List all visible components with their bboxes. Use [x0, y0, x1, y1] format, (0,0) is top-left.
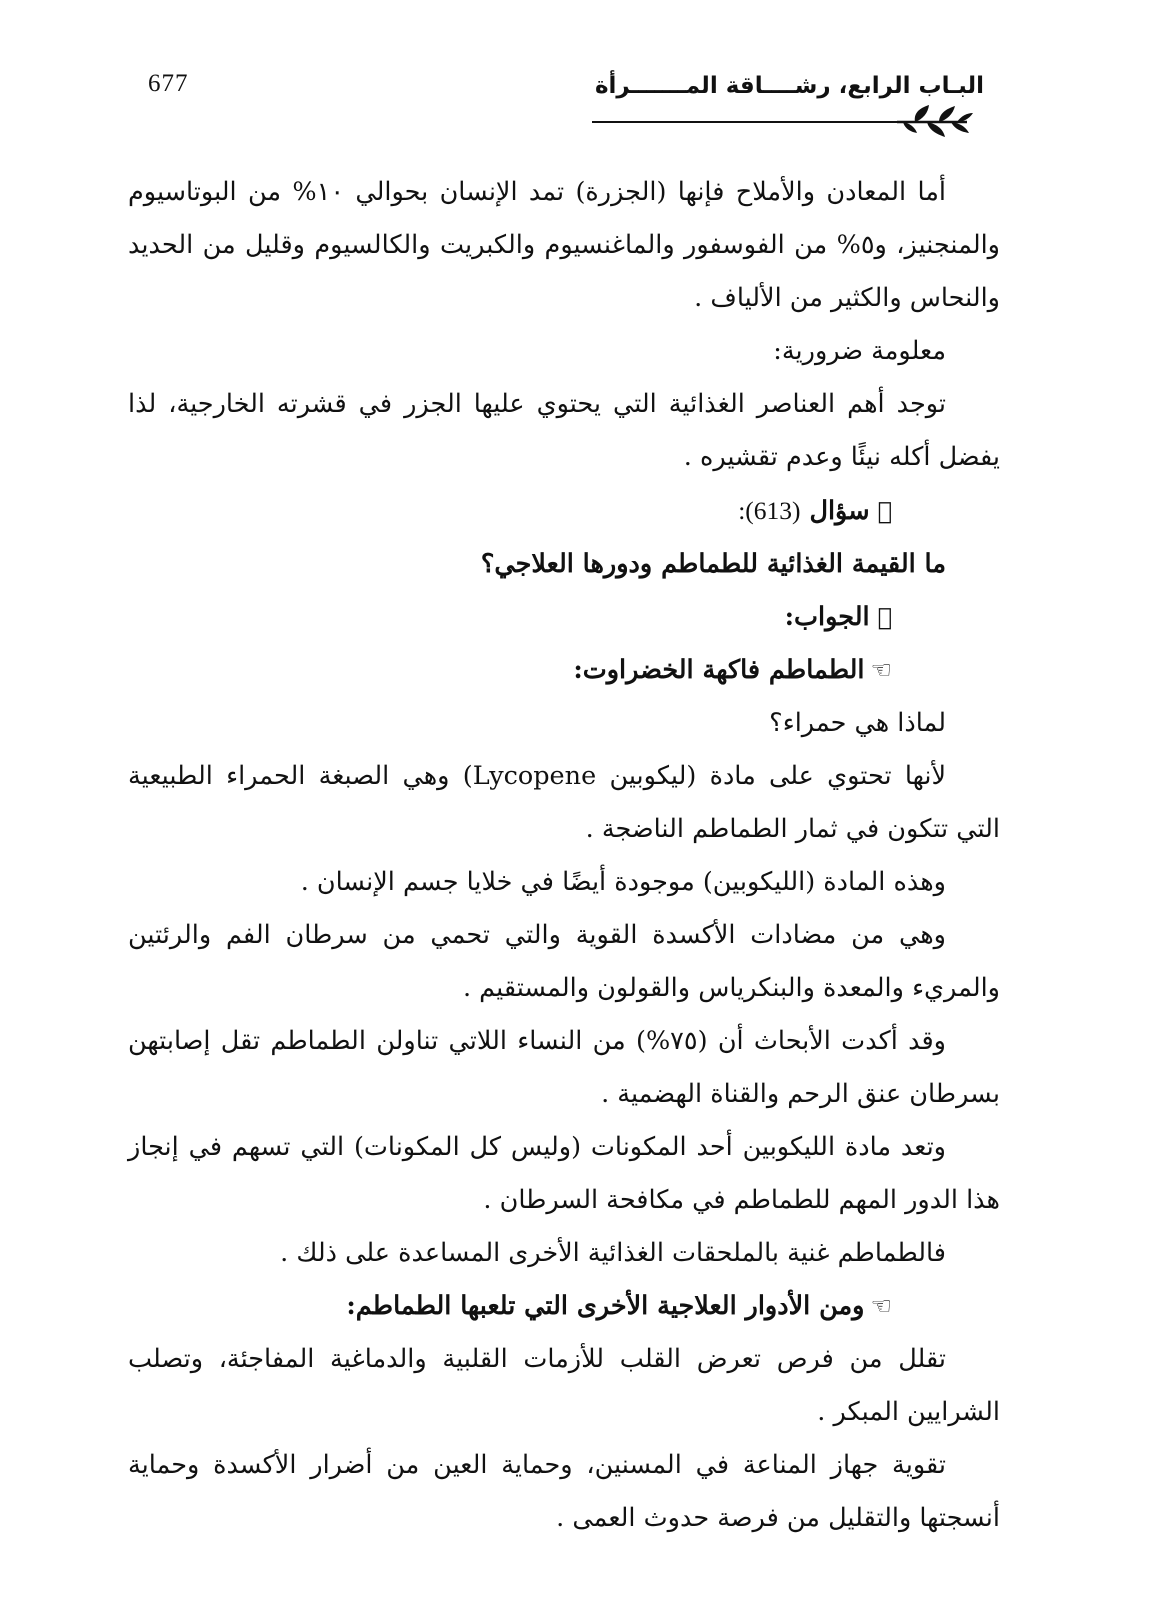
paragraph-lycopene-human: وهذه المادة (الليكوبين) موجودة أيضًا في خلايا جسم الإنسان .	[300, 867, 946, 897]
paragraph-immunity: تقوية جهاز المناعة في المسنين، وحماية العين من أضرار الأكسدة وحماية أنسجتها والتقليل من فرصة حدوث العمى .	[128, 1450, 1000, 1533]
note-heading: معلومة ضرورية:	[773, 336, 946, 366]
paragraph-heart: تقلل من فرص تعرض القلب للأزمات القلبية والدماغية المفاجئة، وتصلب الشرايين المبكر .	[128, 1344, 1000, 1427]
answer-label: الجواب:	[853, 602, 938, 632]
paragraph-why-red: لماذا هي حمراء؟	[769, 708, 946, 738]
section-heading-tomato	[128, 644, 1000, 697]
paragraph-research: وقد أكدت الأبحاث أن (٧٥%) من النساء اللاتي تناولن الطماطم تقل إصابتهن بسرطان عنق الرحم والقناة الهضمية .	[128, 1026, 1000, 1109]
paragraph-lycopene: لأنها تحتوي على مادة (ليكوبين Lycopene) وهي الصبغة الحمراء الطبيعية التي تتكون في ثمار الطماطم الناضجة .	[128, 761, 1000, 844]
paragraph-antioxidants: وهي من مضادات الأكسدة القوية والتي تحمي من سرطان الفم والرئتين والمريء والمعدة والبنكرياس والقولون والمستقيم .	[128, 920, 1000, 1003]
section-heading-roles	[128, 1280, 1000, 1333]
heading-text: الطماطم فاكهة الخضراوت:	[573, 655, 865, 685]
question-number: (613):	[806, 496, 869, 525]
header-rule	[592, 121, 922, 123]
apple-icon	[878, 591, 946, 644]
question-text: ما القيمة الغذائية للطماطم ودورها العلاجي؟	[480, 549, 946, 579]
apple-icon	[878, 485, 946, 538]
page-number: 677	[148, 70, 189, 97]
pointing-hand-icon: ☜	[870, 656, 892, 684]
pointing-hand-icon: ☜	[870, 1292, 892, 1320]
paragraph-carrot-peel: توجد أهم العناصر الغذائية التي يحتوي عليها الجزر في قشرته الخارجية، لذا يفضل أكله نيئًا وعدم تقشيره .	[128, 389, 1000, 472]
question-line	[128, 484, 1000, 538]
running-head: البـاب الرابع، رشــــاقة المـــــــرأة	[594, 73, 984, 99]
heading-text: ومن الأدوار العلاجية الأخرى التي تلعبها الطماطم:	[346, 1291, 865, 1321]
question-label: سؤال	[877, 496, 938, 526]
leaf-branch-icon	[895, 101, 975, 141]
paragraph-components: وتعد مادة الليكوبين أحد المكونات (وليس كل المكونات) التي تسهم في إنجاز هذا الدور المهم للطماطم في مكافحة السرطان .	[128, 1132, 1000, 1215]
page-body	[128, 166, 1000, 1545]
answer-line	[128, 591, 1000, 644]
paragraph-minerals: أما المعادن والأملاح فإنها (الجزرة) تمد الإنسان بحوالي ١٠% من البوتاسيوم والمنجنيز، و٥% من الفوسفور والماغنسيوم والكبريت والكالسيوم وقليل من الحديد والنحاس والكثير من الألياف .	[128, 177, 1000, 313]
paragraph-supplements: فالطماطم غنية بالملحقات الغذائية الأخرى المساعدة على ذلك .	[280, 1238, 946, 1268]
